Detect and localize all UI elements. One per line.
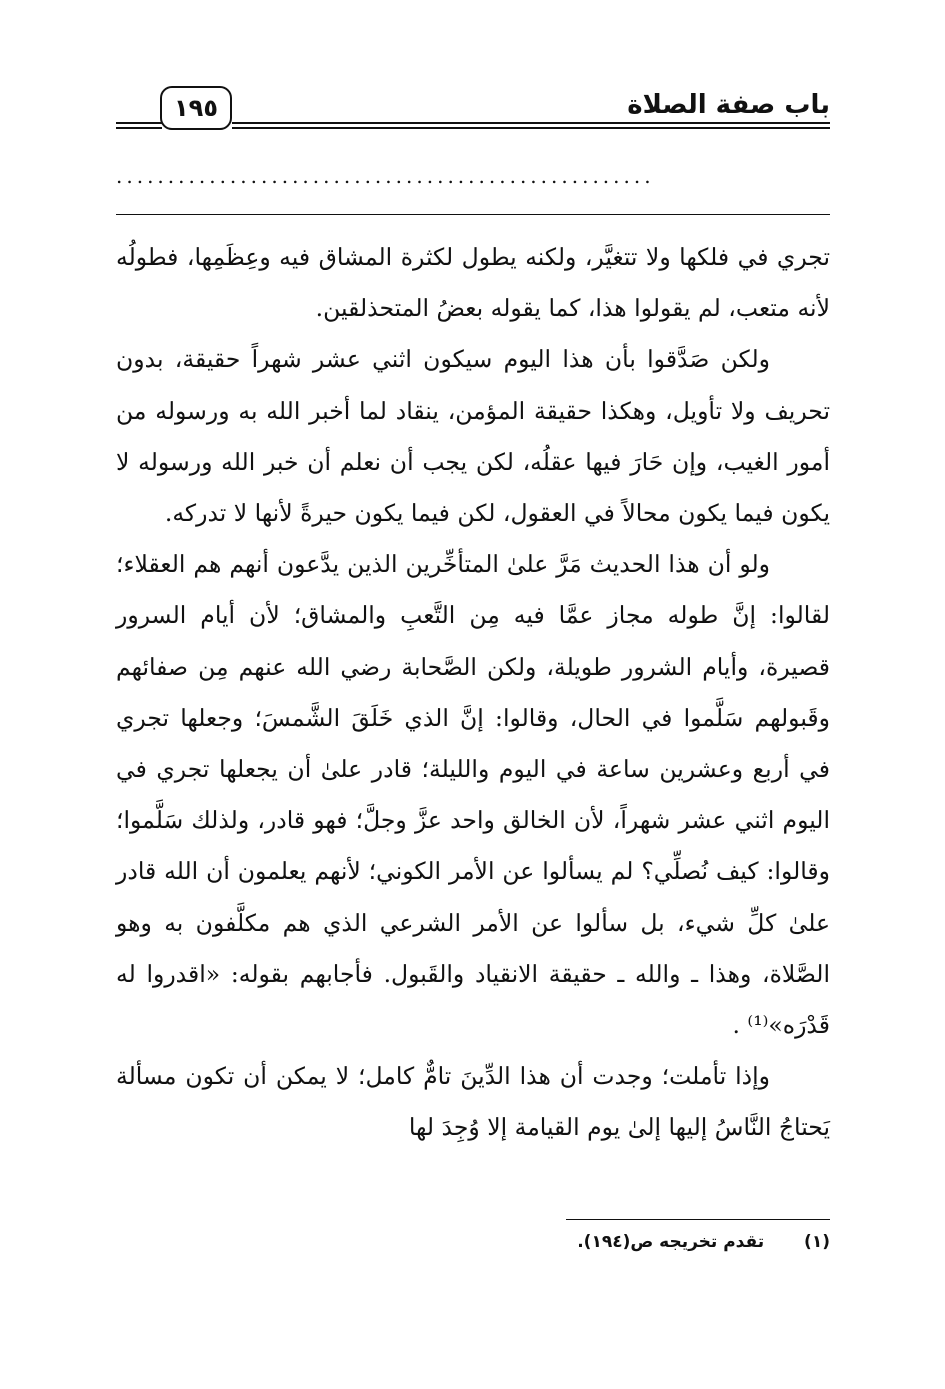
header-rule-right-2 [232, 127, 830, 129]
dotted-separator: .................................................... [116, 166, 655, 186]
chapter-title: باب صفة الصلاة [619, 90, 830, 120]
page-header [116, 86, 830, 134]
page-number: ١٩٥ [160, 86, 232, 130]
main-text [116, 232, 830, 1154]
top-rule [116, 214, 830, 215]
footnote-rule [566, 1219, 830, 1220]
footnote-number: (١) [804, 1232, 830, 1252]
header-rule-left-2 [116, 127, 162, 129]
footnote [577, 1232, 830, 1252]
paragraph-2: ولكن صَدَّقوا بأن هذا اليوم سيكون اثني عشر شهراً حقيقة، بدون تحريف ولا تأويل، وهكذا حقيقة المؤمن، ينقاد لما أخبر الله به ورسوله من أمور الغيب، وإن حَارَ فيها عقلُه، لكن يجب أن نعلم أن خبر الله ورسوله لا يكون فيما يكون محالاً في العقول، لكن فيما يكون حيرةً لأنها لا تدركه. [116, 345, 830, 528]
header-rule-left [116, 122, 162, 124]
paragraph-4: وإذا تأملت؛ وجدت أن هذا الدِّينَ تامٌّ كامل؛ لا يمكن أن تكون مسألة يَحتاجُ النَّاسُ إليها إلىٰ يوم القيامة إلا وُجِدَ لها [116, 1062, 830, 1142]
header-rule-right [232, 122, 830, 124]
paragraph-1: تجري في فلكها ولا تتغيَّر، ولكنه يطول لكثرة المشاق فيه وعِظَمِها، فطولُه لأنه متعب، لم يقولوا هذا، كما يقوله بعضُ المتحذلقين. [116, 243, 830, 323]
footnote-text: تقدم تخريجه ص(١٩٤). [577, 1232, 765, 1252]
paragraph-3: ولو أن هذا الحديث مَرَّ علىٰ المتأخِّرين الذين يدَّعون أنهم هم العقلاء؛ لقالوا: إنَّ طوله مجاز عمَّا فيه مِن التَّعبِ والمشاق؛ لأن أيام السرور قصيرة، وأيام الشرور طويلة، ولكن الصَّحابة رضي الله عنهم مِن صفائهم وقَبولهم سَلَّموا في الحال، وقالوا: إنَّ الذي خَلَقَ الشَّمسَ؛ وجعلها تجري في أربع وعشرين ساعة في اليوم والليلة؛ قادر علىٰ أن يجعلها تجري في اليوم اثني عشر شهراً، لأن الخالق واحد عزَّ وجلَّ؛ فهو قادر، ولذلك سَلَّموا؛ وقالوا: كيف نُصلِّي؟ لم يسألوا عن الأمر الكوني؛ لأنهم يعلمون أن الله قادر علىٰ كلِّ شيء، بل سألوا عن الأمر الشرعي الذي هم مكلَّفون به وهو الصَّلاة، وهذا ـ والله ـ حقيقة الانقياد والقَبول. فأجابهم بقوله: «اقدروا له قَدْرَه»⁽¹⁾ . [116, 550, 830, 1040]
